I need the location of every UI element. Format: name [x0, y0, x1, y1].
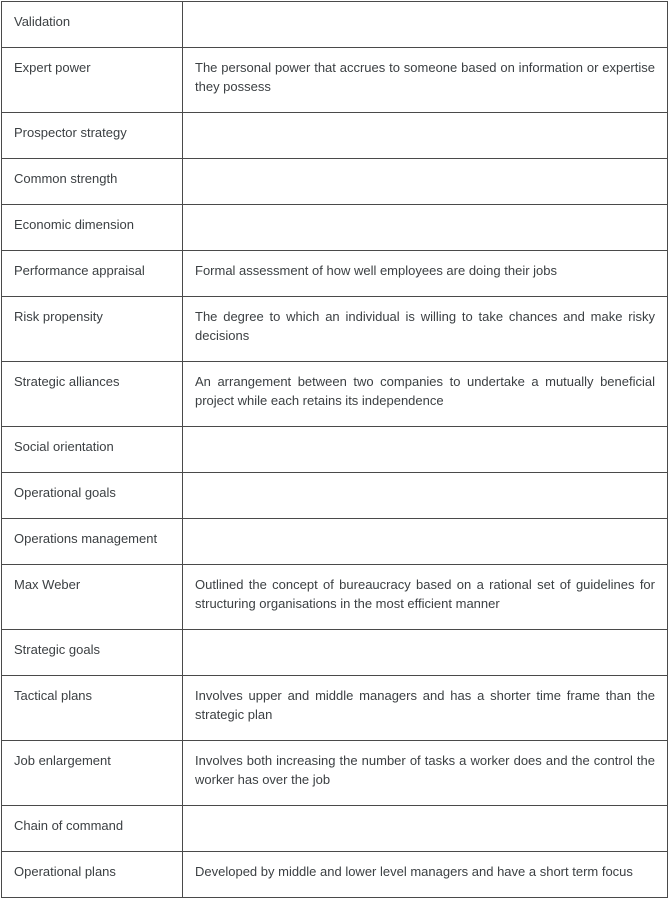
table-row	[2, 565, 668, 630]
definitions-table	[1, 1, 668, 898]
term-cell: Validation	[2, 2, 183, 48]
definition-cell	[183, 806, 668, 852]
term-cell: Job enlargement	[2, 741, 183, 806]
table-row	[2, 251, 668, 297]
definition-cell	[183, 205, 668, 251]
definition-cell: Formal assessment of how well employees are doing their jobs	[183, 251, 668, 297]
term-cell: Common strength	[2, 159, 183, 205]
term-cell: Strategic alliances	[2, 362, 183, 427]
term-cell: Expert power	[2, 48, 183, 113]
definition-cell: The personal power that accrues to someone based on information or expertise they possess	[183, 48, 668, 113]
term-cell: Max Weber	[2, 565, 183, 630]
definition-cell	[183, 159, 668, 205]
definition-cell	[183, 519, 668, 565]
term-cell: Chain of command	[2, 806, 183, 852]
term-cell: Prospector strategy	[2, 113, 183, 159]
table-row	[2, 205, 668, 251]
term-cell: Operations management	[2, 519, 183, 565]
table-row	[2, 362, 668, 427]
table-row	[2, 427, 668, 473]
definition-cell	[183, 473, 668, 519]
table-row	[2, 2, 668, 48]
term-cell: Performance appraisal	[2, 251, 183, 297]
definition-cell	[183, 630, 668, 676]
table-row	[2, 113, 668, 159]
term-cell: Strategic goals	[2, 630, 183, 676]
definition-cell: Involves upper and middle managers and has a shorter time frame than the strategic plan	[183, 676, 668, 741]
table-row	[2, 676, 668, 741]
table-row	[2, 297, 668, 362]
table-body	[2, 2, 668, 898]
definition-cell: Developed by middle and lower level managers and have a short term focus	[183, 852, 668, 898]
table-row	[2, 159, 668, 205]
term-cell: Operational plans	[2, 852, 183, 898]
definition-cell	[183, 113, 668, 159]
term-cell: Social orientation	[2, 427, 183, 473]
term-cell: Operational goals	[2, 473, 183, 519]
table-row	[2, 473, 668, 519]
table-row	[2, 852, 668, 898]
term-cell: Economic dimension	[2, 205, 183, 251]
definition-cell	[183, 427, 668, 473]
term-cell: Tactical plans	[2, 676, 183, 741]
table-row	[2, 741, 668, 806]
definition-cell: Outlined the concept of bureaucracy based on a rational set of guidelines for structuring organisations in the most efficient manner	[183, 565, 668, 630]
table-row	[2, 630, 668, 676]
definition-cell: An arrangement between two companies to undertake a mutually beneficial project while each retains its independence	[183, 362, 668, 427]
definition-cell: Involves both increasing the number of tasks a worker does and the control the worker has over the job	[183, 741, 668, 806]
definition-cell: The degree to which an individual is willing to take chances and make risky decisions	[183, 297, 668, 362]
table-row	[2, 519, 668, 565]
table-row	[2, 806, 668, 852]
table-row	[2, 48, 668, 113]
definition-cell	[183, 2, 668, 48]
term-cell: Risk propensity	[2, 297, 183, 362]
